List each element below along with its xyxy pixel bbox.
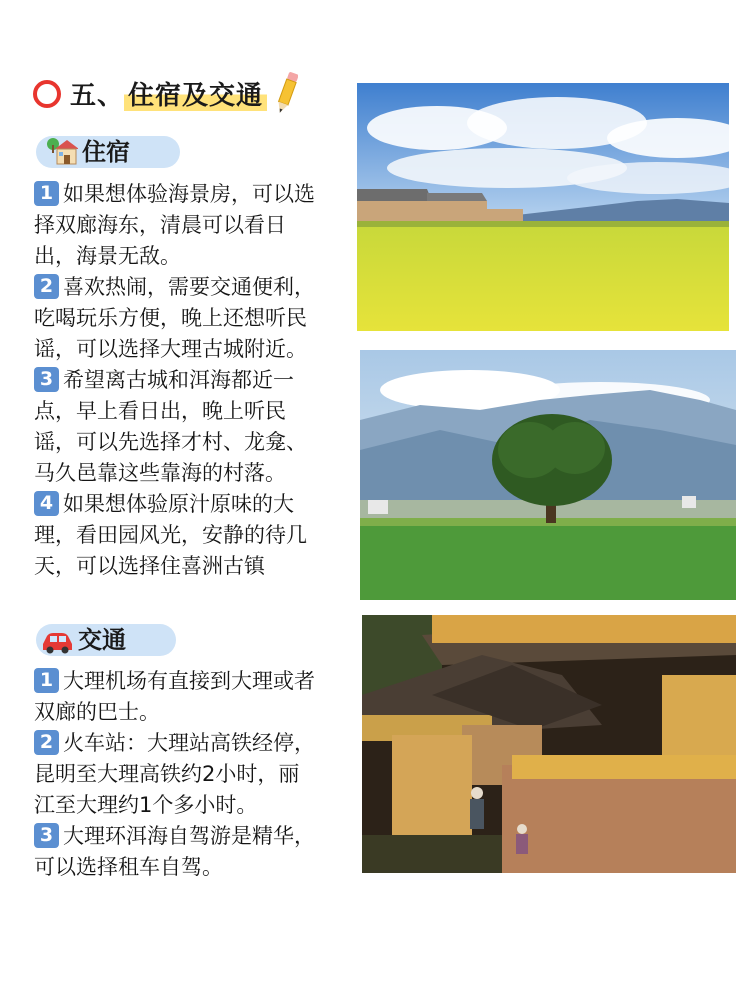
- number-badge-1: 1: [34, 668, 59, 693]
- text-line: 天，可以选择住喜洲古镇: [34, 554, 265, 578]
- car-icon: [40, 624, 74, 656]
- text-line: 理，看田园风光，安静的待几: [34, 523, 307, 547]
- transport-item-2: [34, 728, 350, 821]
- village-corn-photo: [362, 615, 736, 873]
- title-highlight: 住宿及交通: [124, 81, 267, 111]
- title-prefix: 五、: [70, 81, 125, 111]
- lodging-item-2: [34, 272, 350, 365]
- number-badge-3: 3: [34, 823, 59, 848]
- red-circle-icon: [33, 80, 61, 108]
- text-line: 如果想体验海景房，可以选: [63, 182, 315, 206]
- text-line: 火车站：大理站高铁经停，: [63, 731, 315, 755]
- rapeseed-field-photo: [357, 83, 729, 331]
- text-line: 大理环洱海自驾游是精华，: [63, 824, 315, 848]
- transport-item-3: [34, 821, 350, 883]
- lodging-heading: 住宿: [82, 138, 130, 166]
- page-title: [70, 76, 267, 116]
- text-line: 谣，可以选择大理古城附近。: [34, 337, 307, 361]
- text-line: 可以选择租车自驾。: [34, 855, 223, 879]
- text-line: 马久邑靠这些靠海的村落。: [34, 461, 286, 485]
- text-line: 希望离古城和洱海都近一: [63, 368, 294, 392]
- text-line: 大理机场有直接到大理或者: [63, 669, 315, 693]
- transport-heading: 交通: [78, 626, 126, 654]
- text-line: 昆明至大理高铁约2小时，丽: [34, 762, 300, 786]
- number-badge-4: 4: [34, 491, 59, 516]
- transport-item-1: [34, 666, 350, 728]
- lodging-item-1: [34, 179, 350, 272]
- text-line: 喜欢热闹，需要交通便利，: [63, 275, 315, 299]
- text-line: 谣，可以先选择才村、龙龛、: [34, 430, 307, 454]
- text-line: 如果想体验原汁原味的大: [63, 492, 294, 516]
- lodging-list: [34, 179, 350, 582]
- number-badge-3: 3: [34, 367, 59, 392]
- text-line: 吃喝玩乐方便，晚上还想听民: [34, 306, 307, 330]
- text-line: 出，海景无敌。: [34, 244, 181, 268]
- number-badge-2: 2: [34, 730, 59, 755]
- lodging-item-4: [34, 489, 350, 582]
- text-line: 双廊的巴士。: [34, 700, 160, 724]
- text-line: 点，早上看日出，晚上听民: [34, 399, 286, 423]
- number-badge-1: 1: [34, 181, 59, 206]
- lodging-item-3: [34, 365, 350, 489]
- tree-field-photo: [360, 350, 736, 600]
- number-badge-2: 2: [34, 274, 59, 299]
- text-line: 江至大理约1个多小时。: [34, 793, 258, 817]
- transport-list: [34, 666, 350, 883]
- house-icon: [44, 135, 78, 167]
- pencil-icon: [276, 70, 298, 116]
- text-line: 择双廊海东，清晨可以看日: [34, 213, 286, 237]
